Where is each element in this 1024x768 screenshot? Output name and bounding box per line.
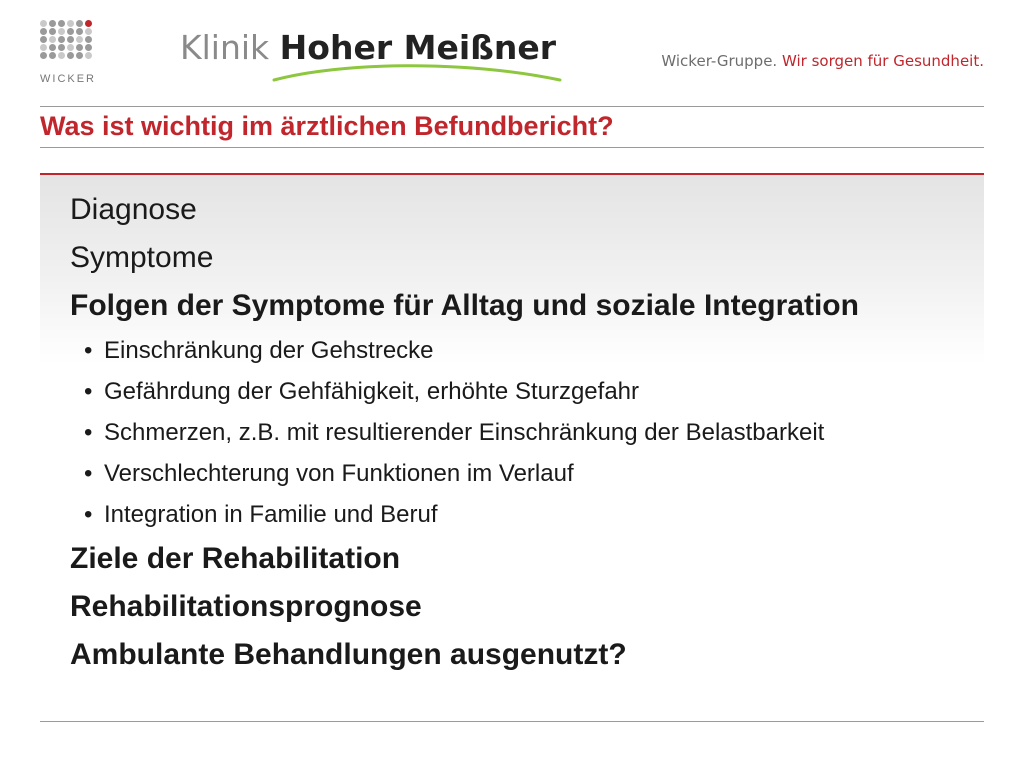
logo-dot [49,44,56,51]
logo-dot [40,28,47,35]
bullet-icon: • [84,501,93,528]
list-item [70,234,990,282]
item-text: Gefährdung der Gehfähigkeit, erhöhte Sturzgefahr [104,378,640,405]
logo-dot [49,52,56,59]
logo-dot [85,36,92,43]
item-text: Einschränkung der Gehstrecke [104,337,434,364]
sub-list-item [70,453,990,494]
logo-dot [40,52,47,59]
logo-dot [40,36,47,43]
sub-list-item [70,371,990,412]
list-item [70,535,990,583]
item-text: Diagnose [70,193,197,226]
logo-dot [67,36,74,43]
logo-dot [67,20,74,27]
logo-dot [67,52,74,59]
item-text: Verschlechterung von Funktionen im Verlauf [104,460,574,487]
logo-dot [85,44,92,51]
slide-title: Was ist wichtig im ärztlichen Befundbericht? [40,111,614,141]
list-item [70,282,990,330]
top-rule [40,106,984,107]
bullet-icon: • [84,419,93,446]
logo-dot [76,28,83,35]
content-list [70,186,990,679]
logo-dot [76,36,83,43]
logo-dot [67,44,74,51]
green-swoosh-icon [272,60,562,90]
logo-dot [76,52,83,59]
sub-list-item [70,494,990,535]
tagline-group: Wicker-Gruppe. [661,52,778,70]
logo-dot [76,44,83,51]
tagline-slogan: Wir sorgen für Gesundheit. [781,52,984,70]
item-text: Schmerzen, z.B. mit resultierender Einschränkung der Belastbarkeit [104,419,825,446]
list-item [70,186,990,234]
logo-dot [49,28,56,35]
item-text: Symptome [70,241,214,274]
bullet-icon: • [84,460,93,487]
tagline [661,52,984,70]
item-text: Ziele der Rehabilitation [70,542,401,575]
logo-dot [58,44,65,51]
list-item [70,631,990,679]
wicker-logo [40,20,94,59]
item-text: Folgen der Symptome für Alltag und soziale Integration [70,289,859,322]
item-text: Integration in Familie und Beruf [104,501,438,528]
logo-dot [85,20,92,27]
logo-dot [58,36,65,43]
sub-list-item [70,330,990,371]
sub-list-item [70,412,990,453]
logo-dot [58,20,65,27]
item-text: Rehabilitationsprognose [70,590,422,623]
logo-dot [49,20,56,27]
bottom-rule [40,721,984,722]
logo-dot [49,36,56,43]
bullet-icon: • [84,378,93,405]
title-rule [40,147,984,148]
logo-dot [85,52,92,59]
brand-name: Hoher Meißner [279,28,557,67]
wicker-dot-grid-icon [40,20,94,59]
wicker-wordmark: WICKER [40,73,96,85]
logo-dot [40,20,47,27]
list-item [70,583,990,631]
logo-dot [58,52,65,59]
bullet-icon: • [84,337,93,364]
logo-dot [40,44,47,51]
item-text: Ambulante Behandlungen ausgenutzt? [70,638,627,671]
logo-dot [85,28,92,35]
logo-dot [67,28,74,35]
logo-dot [58,28,65,35]
logo-dot [76,20,83,27]
brand-prefix: Klinik [180,28,270,67]
